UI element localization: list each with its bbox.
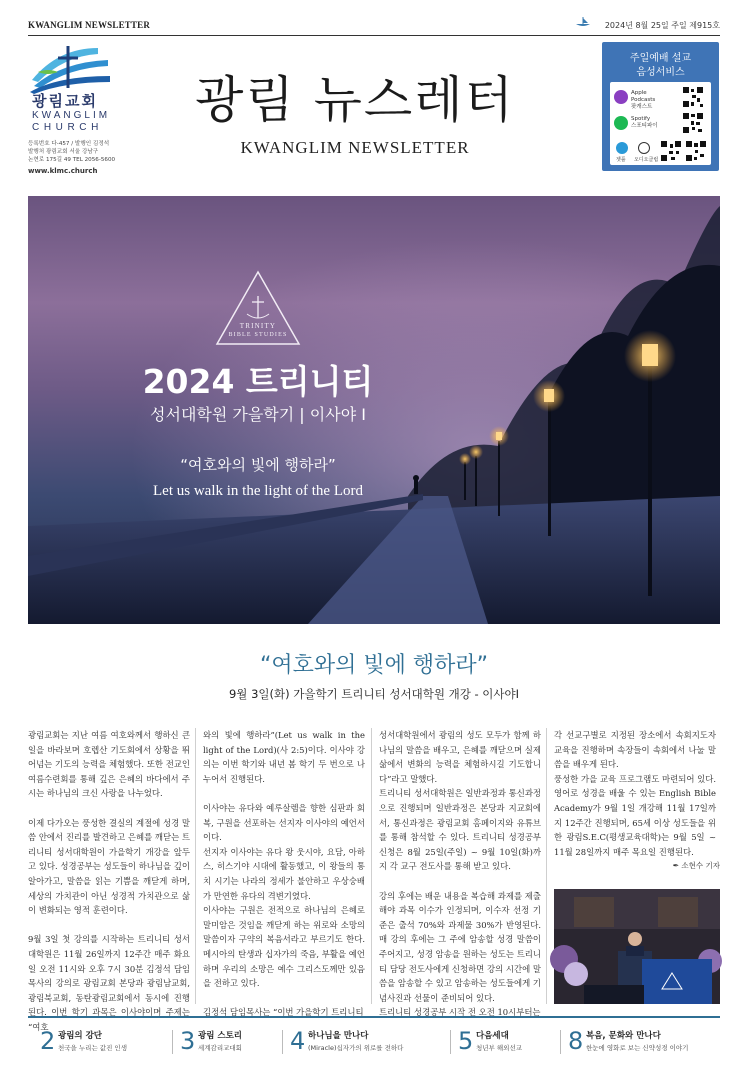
spotify-icon xyxy=(614,116,628,130)
service-name: Apple Podcasts 팟캐스트 xyxy=(631,90,656,110)
toc-item[interactable] xyxy=(40,1026,165,1058)
website-link[interactable]: www.klmc.church xyxy=(28,167,98,175)
audio-service-panel xyxy=(610,82,711,165)
hero-subtitle: 성서대학원 가을학기 | 이사야 Ⅰ xyxy=(150,405,366,424)
toc-desc: 한눈에 영화로 보는 신약성경 이야기 xyxy=(586,1044,689,1052)
paragraph: 트리니티 성경공부 시작 전 오전 10시부터는 xyxy=(379,1007,541,1018)
toc-divider xyxy=(560,1030,561,1054)
article-column-3 xyxy=(379,728,541,1018)
article-column-4 xyxy=(554,728,716,878)
toc-item[interactable] xyxy=(458,1026,558,1058)
qr-code-icon[interactable] xyxy=(685,140,707,162)
article-headline: “여호와의 빛에 행하라” xyxy=(259,653,489,678)
apple-podcasts-link[interactable] xyxy=(614,88,670,110)
hero-image xyxy=(28,196,720,624)
top-strip xyxy=(28,14,720,36)
church-info-line: 등록번호 다-457 / 발행인 김정석 xyxy=(28,141,110,147)
hero-quote-en: Let us walk in the light of the Lord xyxy=(153,483,363,499)
church-name-en-1: KWANGLIM xyxy=(32,110,111,121)
article-subhead: 9월 3일(화) 가을학기 트리니티 성서대학원 개강 - 이사야Ⅰ xyxy=(228,687,520,701)
brand-small: KWANGLIM NEWSLETTER xyxy=(28,20,151,30)
toc-page-number: 3 xyxy=(180,1027,196,1055)
toc-page-number: 8 xyxy=(568,1027,584,1055)
church-name-en-2: CHURCH xyxy=(32,122,103,133)
paragraph: 이제 다가오는 풍성한 결실의 계절에 성경 말씀 안에서 진리를 발견하고 은혜를 깨닫는 트리니티 성서대학원이 가을학기 개강을 앞두고 있다. 성경공부는 성도들이 하나님을 깊이 알아가고, 말씀을 읽는 기쁨을 깨닫게 하며, 세상의 가치관이 아닌 성경적 가치관으로 삶이 변화되는 영적 훈련이다. xyxy=(28,817,190,916)
hero-title: 2024 트리니티 xyxy=(142,362,374,401)
qr-code-icon[interactable] xyxy=(682,112,704,134)
paragraph: 9월 3일 첫 강의를 시작하는 트리니티 성서대학원은 11월 26일까지 12주간 매주 화요일 오전 11시와 오후 7시 30분 김정석 담임목사의 강의로 광림교회 본당과 광림남교회, 광림북교회, 동탄광림교회에서 동시에 진행된다. 이번 학기 과목은 이사야이며 주제는 “여호 xyxy=(28,934,190,1032)
toc-item[interactable] xyxy=(180,1026,280,1058)
paragraph: 풍성한 가을 교육 프로그램도 마련되어 있다. 영어로 성경을 배울 수 있는 English Bible Academy가 9월 1일 개강해 11월 17일까지 12주간 진행되며, 65세 이상 성도들을 위한 광림S.E.C(평생교육대학)는 9월 5일 ~ 11월 28일까지 매주 목요일 진행된다. xyxy=(554,773,716,857)
toc-title: 다음세대 xyxy=(476,1031,509,1041)
paragraph: 강의 후에는 배운 내용을 복습해 과제를 제출해야 과목 이수가 인정되며, 이수자 선정 기준은 출석 70%와 과제물 30%가 반영된다. 매 강의 후에는 그 주에 암송할 성경 말씀이 주어지고, 성경 암송을 원하는 성도는 트리니티 담당 전도사에게 신청하면 강의 시간에 말씀을 암송할 수 있고 암송하는 성도들에게 기념사진과 선물이 준비되어 있다. xyxy=(379,890,541,1003)
toc-title: 광림의 강단 xyxy=(58,1031,103,1041)
toc-divider xyxy=(450,1030,451,1054)
toc-desc: 청년부 해외선교 xyxy=(476,1044,523,1052)
issue-line: 2024년 8월 25일 주일 제915호 xyxy=(604,21,720,30)
mini-service-label: 젯플 xyxy=(616,157,626,163)
audio-service-box xyxy=(602,42,719,171)
paragraph: 김정석 담임목사는 “이번 가을학기 트리니티 xyxy=(203,1007,364,1018)
paragraph: 광림교회는 지난 여름 여호와께서 행하신 큰 일을 바라보며 호렙산 기도회에서 상황을 뛰어넘는 기도의 능력을 체험했다. 또한 전교인 여름수련회를 통해 깊은 은혜의 바다에서 주시는 하나님의 크신 사랑을 나누었다. xyxy=(28,730,190,799)
toc-desc: 세계감리교대회 xyxy=(198,1044,242,1052)
paragraph: 이사야는 유다와 예루살렘을 향한 심판과 회복, 구원을 선포하는 선지자 이사야의 예언서이다. xyxy=(203,802,365,843)
service-name: Spotify 스포티파이 xyxy=(631,116,658,129)
paragraph: 성서대학원에서 광림의 성도 모두가 함께 하나님의 말씀을 배우고, 은혜를 깨닫으며 실제 삶에서 변화의 능력을 체험하시길 기도합니다”라고 말했다. xyxy=(379,730,541,784)
toc-divider xyxy=(172,1030,173,1054)
paragraph: 각 선교구별로 지정된 장소에서 속회지도자 교육을 진행하며 속장들이 속회에서 나눌 말씀을 배우게 된다. xyxy=(554,730,716,770)
toc-page-number: 2 xyxy=(40,1027,56,1055)
mini-service-label: 오디오클립 xyxy=(634,157,659,163)
column-divider xyxy=(195,728,196,1004)
column-divider xyxy=(371,728,372,1004)
boat-icon xyxy=(574,16,592,28)
toc-divider xyxy=(282,1030,283,1054)
toc-title: 하나님을 만나다 xyxy=(308,1031,369,1041)
paragraph: 트리니티 성서대학원은 일반과정과 통신과정으로 진행되며 일반과정은 본당과 지교회에서, 통신과정은 광림교회 홈페이지와 유튜브를 통해 참석할 수 있다. 트리니티 성경공부 신청은 8월 25일(주일) ~ 9월 10일(화)까지 각 교구 전도사를 통해 받고 있다. xyxy=(379,788,541,872)
paragraph: 이사야는 구원은 전적으로 하나님의 은혜로 말미암은 것임을 깨닫게 하는 위로와 소망의 말씀이자 구약의 복음서라고 부르기도 한다. 메시아의 탄생과 십자가의 죽음, 부활을 예언하며 우리의 소망은 예수 그리스도께만 있음을 전하고 있다. xyxy=(203,905,365,989)
spotify-link[interactable] xyxy=(614,114,670,136)
masthead-subtitle: KWANGLIM NEWSLETTER xyxy=(240,138,470,157)
pastor-photo xyxy=(554,889,720,1004)
preaching-photo-illustration xyxy=(554,889,720,1004)
table-of-contents xyxy=(28,1016,720,1062)
toc-page-number: 4 xyxy=(290,1027,306,1055)
toc-item[interactable] xyxy=(290,1026,450,1058)
toc-page-number: 5 xyxy=(458,1027,474,1055)
audio-service-title: 주일예배 설교 xyxy=(629,53,692,64)
masthead-title: 광림 뉴스레터 xyxy=(195,71,515,129)
apple-podcasts-icon xyxy=(614,90,628,104)
church-info-line: 발행처 광림교회 서울 강남구 xyxy=(28,149,99,155)
church-info-line: 논현로 175길 49 TEL 2056-5600 xyxy=(28,157,116,163)
column-divider xyxy=(546,728,547,1004)
toc-title: 복음, 문화와 만나다 xyxy=(586,1031,661,1041)
castbox-icon[interactable] xyxy=(616,142,628,154)
article-column-1 xyxy=(28,728,190,1032)
article-column-2 xyxy=(203,728,365,1018)
toc-item[interactable] xyxy=(568,1026,718,1058)
qr-code-icon[interactable] xyxy=(660,140,682,162)
toc-title: 광림 스토리 xyxy=(198,1031,243,1041)
church-name-kr: 광림교회 xyxy=(32,92,98,110)
trinity-logo-text: TRINITY xyxy=(239,322,277,330)
paragraph: 선지자 이사야는 유다 왕 웃시야, 요담, 아하스, 히스기야 시대에 활동했고, 이 왕들의 통치 시기는 나라의 정세가 불안하고 우상숭배가 만연한 유다의 격변기였다. xyxy=(203,846,365,901)
toc-desc: (Miracle)십자가의 위로를 전하다 xyxy=(308,1044,404,1052)
trinity-logo-subtext: BIBLE STUDIES xyxy=(228,332,288,338)
qr-code-icon[interactable] xyxy=(682,86,704,108)
audioclip-icon[interactable] xyxy=(638,142,650,154)
hero-quote: “여호와의 빛에 행하라” xyxy=(180,456,336,474)
byline: ✒ 소현수 기자 xyxy=(672,861,720,870)
paragraph: 와의 빛에 행하라”(Let us walk in the light of the Lord)(사 2:5)이다. 이사야 강의는 이번 학기와 내년 봄 학기 두 번으로 나누어서 진행된다. xyxy=(203,730,365,784)
toc-desc: 천국을 누리는 값진 인생 xyxy=(58,1044,127,1052)
audio-service-subtitle: 음성서비스 xyxy=(636,67,685,78)
